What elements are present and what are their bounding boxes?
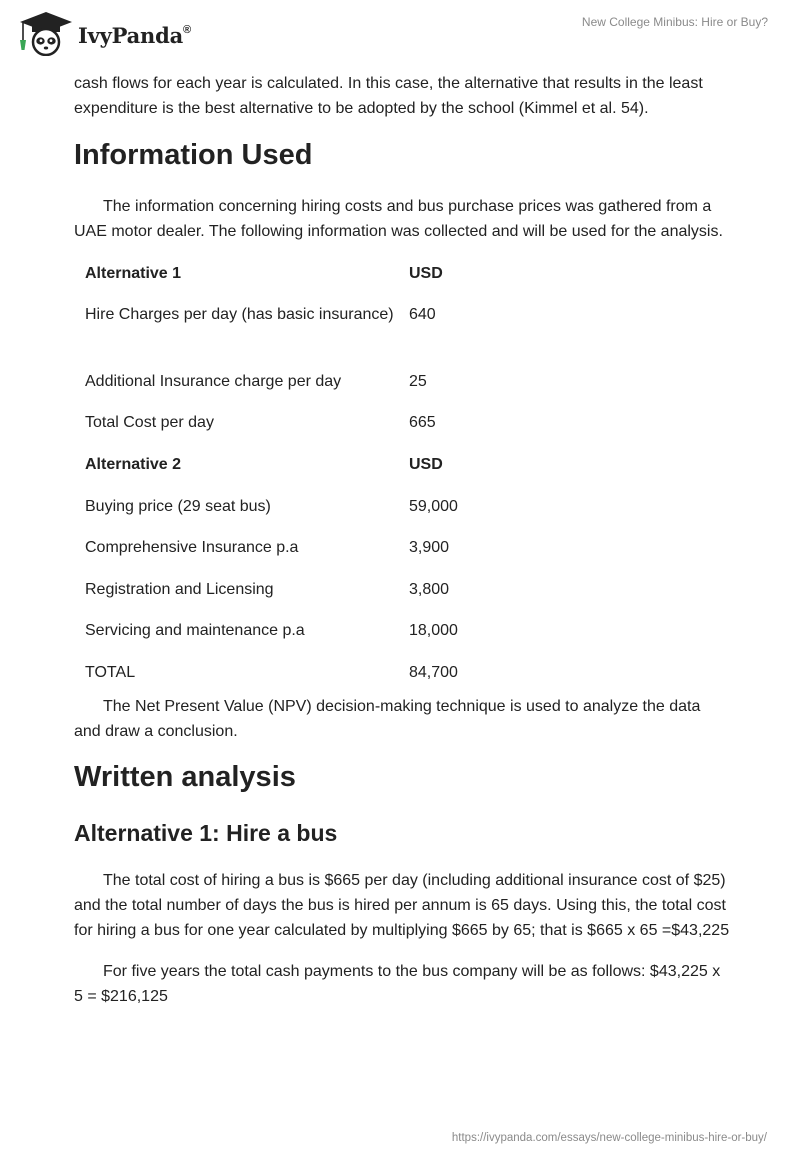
table-cell-label: Registration and Licensing bbox=[85, 581, 274, 598]
intro-paragraph: cash flows for each year is calculated. In this case, the alternative that results in the least expenditure is the best alternative to be adopted by the school (Kimmel et al. 54). bbox=[74, 75, 703, 117]
table-cell-label: Alternative 2 bbox=[85, 456, 182, 473]
table-cell-label: Hire Charges per day (has basic insurance) bbox=[85, 306, 394, 323]
table-cell-value: 59,000 bbox=[409, 498, 458, 515]
page-header bbox=[0, 0, 800, 66]
essay-content bbox=[74, 70, 730, 1009]
table-cell-value: USD bbox=[409, 456, 443, 473]
brand-name: IvyPanda® bbox=[78, 22, 191, 48]
table-row bbox=[85, 660, 645, 694]
cost-table bbox=[85, 261, 645, 694]
table-cell-label: TOTAL bbox=[85, 664, 136, 681]
panda-graduate-icon bbox=[14, 10, 76, 56]
table-row bbox=[85, 452, 645, 494]
information-paragraph: The information concerning hiring costs and bus purchase prices was gathered from a UAE motor dealer. The following information was collected and will be used for the analysis. bbox=[74, 198, 723, 240]
heading-written-analysis: Written analysis bbox=[74, 761, 296, 793]
alternative-1-paragraph: The total cost of hiring a bus is $665 per day (including additional insurance cost of $25) and the total number of days the bus is hired per annum is 65 days. Using this, the total cost for hiring a bus for one year calculated by multiplying $665 by 65; that is $665 x 65 =$43,225 bbox=[74, 872, 730, 939]
table-row bbox=[85, 261, 645, 302]
table-row bbox=[85, 618, 645, 660]
table-cell-value: 665 bbox=[409, 414, 436, 431]
table-row bbox=[85, 577, 645, 618]
table-row bbox=[85, 535, 645, 577]
source-url[interactable]: https://ivypanda.com/essays/new-college-minibus-hire-or-buy/ bbox=[451, 1132, 767, 1144]
table-row bbox=[85, 494, 645, 535]
table-row bbox=[85, 410, 645, 452]
table-cell-value: USD bbox=[409, 265, 443, 282]
table-cell-value: 3,800 bbox=[409, 581, 450, 598]
table-cell-value: 84,700 bbox=[409, 664, 458, 681]
table-cell-label: Alternative 1 bbox=[85, 265, 182, 282]
table-cell-value: 25 bbox=[409, 373, 427, 390]
document-title: New College Minibus: Hire or Buy? bbox=[581, 15, 768, 29]
table-cell-label: Servicing and maintenance p.a bbox=[85, 622, 305, 639]
table-cell-value: 3,900 bbox=[409, 539, 450, 556]
table-cell-label: Total Cost per day bbox=[85, 414, 214, 431]
npv-paragraph: The Net Present Value (NPV) decision-making technique is used to analyze the data and draw a conclusion. bbox=[74, 698, 701, 740]
heading-information-used: Information Used bbox=[74, 139, 313, 171]
heading-alternative-1: Alternative 1: Hire a bus bbox=[74, 820, 338, 846]
table-cell-value: 18,000 bbox=[409, 622, 458, 639]
five-year-payments-paragraph: For five years the total cash payments to the bus company will be as follows: $43,225 x 5 = $216,125 bbox=[74, 963, 721, 1005]
table-row bbox=[85, 302, 645, 369]
table-cell-label: Comprehensive Insurance p.a bbox=[85, 539, 299, 556]
table-cell-label: Additional Insurance charge per day bbox=[85, 373, 342, 390]
table-cell-value: 640 bbox=[409, 306, 436, 323]
brand-logo[interactable] bbox=[14, 10, 191, 56]
table-cell-label: Buying price (29 seat bus) bbox=[85, 498, 271, 515]
table-row bbox=[85, 369, 645, 410]
